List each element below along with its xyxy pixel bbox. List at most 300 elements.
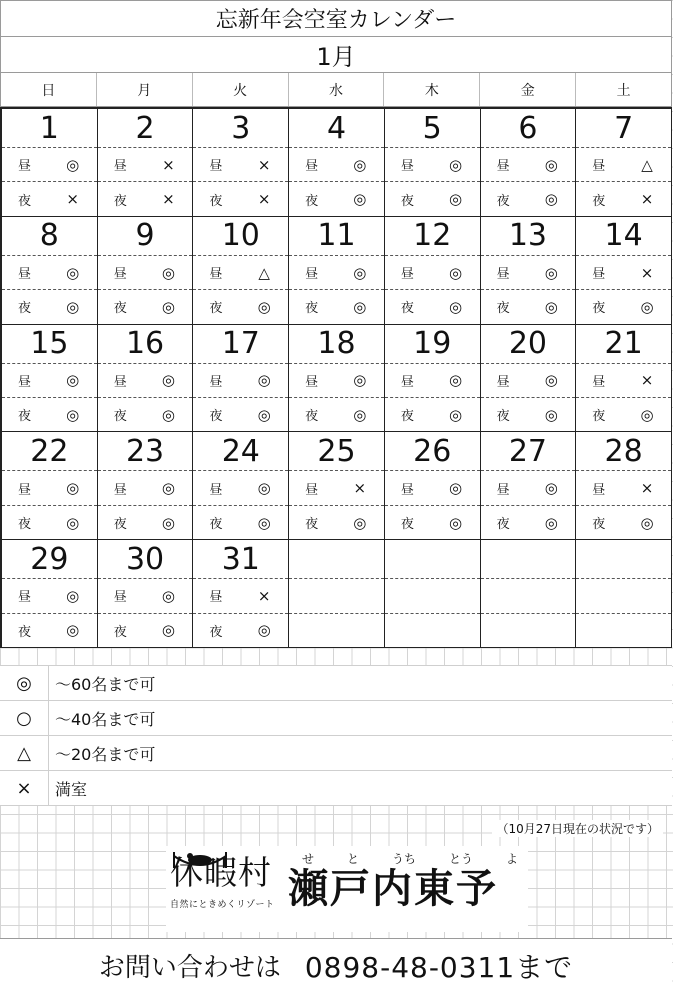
slot-label: 夜 <box>113 193 127 209</box>
slot-label: 昼 <box>209 159 223 175</box>
brand-subtitle: 自然にときめくリゾート <box>170 900 275 910</box>
slot-label: 昼 <box>592 374 606 390</box>
availability-mark: ◎ <box>544 479 558 498</box>
brand-kanji: 休暇村 <box>170 853 272 892</box>
time-slot-day <box>193 256 288 289</box>
slot-label: 昼 <box>592 267 606 282</box>
calendar-day-cell <box>98 540 194 648</box>
availability-mark: × <box>257 155 271 174</box>
slot-label: 夜 <box>400 517 414 532</box>
slot-label: 昼 <box>496 159 510 175</box>
time-slot-day <box>289 364 384 397</box>
availability-mark: ◎ <box>161 586 175 605</box>
legend <box>0 666 672 806</box>
slot-label: 夜 <box>209 517 223 532</box>
availability-mark: ◎ <box>161 405 175 424</box>
slot-label: 昼 <box>18 159 32 175</box>
day-number: 31 <box>193 540 288 579</box>
slot-label: 昼 <box>18 374 32 390</box>
calendar-day-cell <box>2 540 98 648</box>
legend-row <box>0 700 672 736</box>
time-slot-night <box>385 613 480 647</box>
day-number: 8 <box>2 217 97 256</box>
availability-mark: ◎ <box>449 297 463 316</box>
brand-right <box>288 850 528 911</box>
time-slot-day <box>193 471 288 504</box>
slot-label: 夜 <box>305 193 319 209</box>
time-slot-day <box>385 148 480 181</box>
calendar-day-cell <box>193 217 289 325</box>
legend-symbol: ○ <box>0 701 49 735</box>
calendar-day-cell <box>2 217 98 325</box>
slot-label: 昼 <box>400 374 414 390</box>
slot-label: 夜 <box>496 517 510 532</box>
day-number <box>576 540 671 579</box>
availability-mark: ◎ <box>257 513 271 532</box>
time-slot-day <box>98 148 193 181</box>
slot-label: 夜 <box>496 301 510 317</box>
status-note: （10月27日現在の状況です） <box>492 820 663 837</box>
availability-mark: × <box>162 190 175 209</box>
time-slot-day <box>385 579 480 612</box>
availability-mark: ◎ <box>544 513 558 532</box>
slot-label: 昼 <box>113 374 127 390</box>
time-slot-day <box>193 364 288 397</box>
day-number: 21 <box>576 325 671 364</box>
availability-mark: ◎ <box>353 190 367 209</box>
time-slot-night <box>289 397 384 431</box>
calendar-grid <box>0 107 672 648</box>
availability-mark: ◎ <box>353 371 367 390</box>
legend-symbol: × <box>0 771 49 805</box>
day-number: 22 <box>2 432 97 471</box>
day-number: 12 <box>385 217 480 256</box>
slot-label: 夜 <box>113 409 127 425</box>
ruby-text: うち <box>391 852 416 866</box>
time-slot-night <box>289 613 384 647</box>
slot-label: 夜 <box>18 193 32 209</box>
availability-mark: △ <box>641 155 653 174</box>
time-slot-day <box>2 256 97 289</box>
time-slot-day <box>576 364 671 397</box>
availability-mark: ◎ <box>640 513 654 532</box>
slot-label: 夜 <box>113 624 127 640</box>
calendar-day-cell <box>289 217 385 325</box>
slot-label: 夜 <box>592 193 606 209</box>
day-number: 26 <box>385 432 480 471</box>
ruby-text: よ <box>505 852 518 866</box>
slot-label: 昼 <box>113 482 127 498</box>
day-number: 29 <box>2 540 97 579</box>
calendar-day-cell <box>193 540 289 648</box>
slot-label: 昼 <box>18 590 32 606</box>
time-slot-night <box>193 505 288 539</box>
time-slot-day <box>98 579 193 612</box>
contact-footer <box>0 938 672 992</box>
availability-mark: ◎ <box>640 405 654 424</box>
availability-mark: ◎ <box>449 263 463 282</box>
day-number: 20 <box>481 325 576 364</box>
weekday-fri: 金 <box>479 73 575 106</box>
day-number: 27 <box>481 432 576 471</box>
availability-mark: △ <box>258 263 270 282</box>
weekday-tue: 火 <box>192 73 288 106</box>
slot-label: 夜 <box>209 301 223 317</box>
page-title: 忘新年会空室カレンダー <box>0 0 672 37</box>
time-slot-day <box>98 471 193 504</box>
availability-mark: × <box>640 371 654 390</box>
slot-label: 昼 <box>209 374 223 390</box>
availability-mark: ◎ <box>449 479 463 498</box>
legend-symbol: ◎ <box>0 666 49 700</box>
calendar-day-cell <box>2 432 98 540</box>
time-slot-night <box>98 505 193 539</box>
availability-mark: ◎ <box>544 371 558 390</box>
calendar-day-cell <box>2 109 98 217</box>
calendar-day-cell <box>481 217 577 325</box>
time-slot-night <box>98 181 193 215</box>
time-slot-day <box>289 579 384 612</box>
time-slot-night <box>2 505 97 539</box>
time-slot-night <box>576 289 671 323</box>
availability-mark: ◎ <box>353 405 367 424</box>
calendar-day-cell <box>481 109 577 217</box>
day-number: 6 <box>481 109 576 148</box>
slot-label: 昼 <box>592 159 606 175</box>
calendar-day-cell <box>289 325 385 433</box>
brand-left <box>170 853 282 910</box>
availability-mark: ◎ <box>257 405 271 424</box>
calendar-day-cell <box>98 432 194 540</box>
time-slot-day <box>385 364 480 397</box>
availability-mark: ◎ <box>66 371 80 390</box>
availability-mark: ◎ <box>66 155 80 174</box>
slot-label: 昼 <box>209 482 223 498</box>
time-slot-night <box>289 505 384 539</box>
calendar-day-cell <box>289 109 385 217</box>
ruby-text: せ <box>302 852 315 866</box>
slot-label: 昼 <box>113 590 127 606</box>
day-number: 14 <box>576 217 671 256</box>
availability-mark: ◎ <box>66 263 80 282</box>
time-slot-day <box>2 579 97 612</box>
calendar-day-cell <box>2 325 98 433</box>
availability-mark: × <box>640 479 654 498</box>
availability-mark: ◎ <box>66 513 80 532</box>
slot-label: 昼 <box>305 374 319 390</box>
slot-label: 夜 <box>209 409 223 425</box>
time-slot-day <box>481 256 576 289</box>
availability-mark: ◎ <box>161 513 175 532</box>
slot-label: 夜 <box>18 624 32 640</box>
day-number: 19 <box>385 325 480 364</box>
availability-mark: ◎ <box>449 405 463 424</box>
availability-mark: ◎ <box>353 297 367 316</box>
time-slot-night <box>576 505 671 539</box>
time-slot-night <box>481 181 576 215</box>
day-number: 13 <box>481 217 576 256</box>
contact-label: お問い合わせは <box>98 953 281 983</box>
time-slot-night <box>2 397 97 431</box>
day-number: 30 <box>98 540 193 579</box>
availability-mark: × <box>640 190 654 209</box>
time-slot-day <box>576 148 671 181</box>
slot-label: 昼 <box>113 159 127 175</box>
weekday-mon: 月 <box>96 73 192 106</box>
slot-label: 昼 <box>592 482 606 498</box>
availability-mark: ◎ <box>449 190 463 209</box>
time-slot-day <box>289 256 384 289</box>
day-number <box>481 540 576 579</box>
time-slot-day <box>481 471 576 504</box>
weekday-header <box>0 72 672 107</box>
availability-mark: ◎ <box>449 371 463 390</box>
day-number: 16 <box>98 325 193 364</box>
contact-phone-link[interactable]: 0898-48-0311まで <box>304 950 574 984</box>
time-slot-day <box>289 148 384 181</box>
availability-mark: ◎ <box>66 405 80 424</box>
day-number: 2 <box>98 109 193 148</box>
availability-mark: × <box>66 190 79 209</box>
time-slot-night <box>2 289 97 323</box>
availability-mark: ◎ <box>544 297 558 316</box>
brand-name: 瀬戸内東予 <box>288 865 498 912</box>
availability-mark: ◎ <box>257 297 271 316</box>
weekday-sun: 日 <box>41 82 56 99</box>
slot-label: 昼 <box>496 374 510 390</box>
availability-mark: ◎ <box>544 263 558 282</box>
availability-mark: ◎ <box>161 297 175 316</box>
slot-label: 夜 <box>209 193 223 209</box>
slot-label: 夜 <box>209 624 223 640</box>
availability-mark: ◎ <box>353 155 367 174</box>
availability-mark: ◎ <box>544 190 558 209</box>
time-slot-night <box>385 397 480 431</box>
time-slot-day <box>576 256 671 289</box>
availability-mark: ◎ <box>544 405 558 424</box>
slot-label: 夜 <box>18 301 32 317</box>
day-number: 10 <box>193 217 288 256</box>
availability-mark: × <box>353 479 367 498</box>
availability-mark: ◎ <box>161 621 175 640</box>
calendar-day-cell <box>289 540 385 648</box>
time-slot-night <box>385 505 480 539</box>
time-slot-day <box>193 579 288 612</box>
calendar-day-cell <box>385 217 481 325</box>
slot-label: 夜 <box>305 517 319 532</box>
time-slot-day <box>2 471 97 504</box>
time-slot-night <box>481 289 576 323</box>
time-slot-night <box>98 397 193 431</box>
availability-mark: ◎ <box>66 586 80 605</box>
slot-label: 昼 <box>400 482 414 498</box>
time-slot-night <box>289 181 384 215</box>
time-slot-day <box>481 579 576 612</box>
day-number <box>289 540 384 579</box>
time-slot-night <box>481 397 576 431</box>
availability-mark: × <box>162 155 175 174</box>
slot-label: 夜 <box>592 517 606 532</box>
time-slot-day <box>576 579 671 612</box>
calendar-day-cell <box>193 325 289 433</box>
legend-text: 満室 <box>55 779 88 799</box>
time-slot-night <box>2 181 97 215</box>
time-slot-day <box>576 471 671 504</box>
slot-label: 夜 <box>305 409 319 425</box>
month-label: 1月 <box>0 36 672 73</box>
time-slot-night <box>2 613 97 647</box>
slot-label: 昼 <box>305 159 319 175</box>
day-number: 18 <box>289 325 384 364</box>
calendar-day-cell <box>576 325 672 433</box>
slot-label: 昼 <box>400 159 414 175</box>
slot-label: 夜 <box>592 301 606 317</box>
legend-text: ～60名まで可 <box>55 674 156 694</box>
day-number: 17 <box>193 325 288 364</box>
time-slot-night <box>289 289 384 323</box>
calendar-day-cell <box>98 217 194 325</box>
time-slot-night <box>193 289 288 323</box>
day-number: 28 <box>576 432 671 471</box>
slot-label: 夜 <box>18 409 32 425</box>
time-slot-day <box>98 256 193 289</box>
slot-label: 夜 <box>18 517 32 532</box>
slot-label: 夜 <box>113 301 127 317</box>
slot-label: 夜 <box>400 409 414 425</box>
slot-label: 昼 <box>113 267 127 282</box>
slot-label: 夜 <box>592 409 606 425</box>
time-slot-night <box>193 613 288 647</box>
calendar-day-cell <box>481 325 577 433</box>
time-slot-night <box>98 289 193 323</box>
time-slot-day <box>2 148 97 181</box>
day-number: 5 <box>385 109 480 148</box>
time-slot-night <box>481 613 576 647</box>
calendar-day-cell <box>576 217 672 325</box>
day-number: 3 <box>193 109 288 148</box>
availability-mark: ◎ <box>353 513 367 532</box>
calendar-day-cell <box>385 109 481 217</box>
weekday-thu: 木 <box>383 73 479 106</box>
slot-label: 昼 <box>400 267 414 282</box>
availability-mark: ◎ <box>257 479 271 498</box>
time-slot-night <box>576 613 671 647</box>
time-slot-day <box>289 471 384 504</box>
calendar-day-cell <box>385 540 481 648</box>
slot-label: 夜 <box>496 193 510 209</box>
slot-label: 昼 <box>305 482 319 498</box>
calendar-day-cell <box>98 325 194 433</box>
slot-label: 昼 <box>209 267 223 282</box>
slot-label: 昼 <box>209 590 223 606</box>
calendar-day-cell <box>193 432 289 540</box>
time-slot-night <box>576 181 671 215</box>
day-number: 9 <box>98 217 193 256</box>
time-slot-day <box>385 256 480 289</box>
availability-mark: × <box>257 586 271 605</box>
time-slot-day <box>481 364 576 397</box>
day-number: 23 <box>98 432 193 471</box>
calendar-day-cell <box>576 109 672 217</box>
slot-label: 夜 <box>305 301 319 317</box>
availability-mark: ◎ <box>449 513 463 532</box>
time-slot-night <box>193 181 288 215</box>
brand-logo <box>166 846 528 932</box>
day-number: 1 <box>2 109 97 148</box>
legend-text: ～20名まで可 <box>55 744 156 764</box>
availability-mark: ◎ <box>257 371 271 390</box>
calendar-day-cell <box>193 109 289 217</box>
time-slot-night <box>385 181 480 215</box>
calendar-day-cell <box>289 432 385 540</box>
calendar-day-cell <box>481 540 577 648</box>
legend-symbol: △ <box>0 736 49 770</box>
availability-mark: ◎ <box>66 479 80 498</box>
slot-label: 昼 <box>305 267 319 282</box>
day-number: 7 <box>576 109 671 148</box>
availability-mark: ◎ <box>353 263 367 282</box>
time-slot-day <box>98 364 193 397</box>
calendar-day-cell <box>385 432 481 540</box>
legend-row <box>0 665 672 701</box>
time-slot-night <box>385 289 480 323</box>
calendar-day-cell <box>481 432 577 540</box>
weekday-wed: 水 <box>288 73 384 106</box>
ruby-text: と <box>346 852 359 866</box>
availability-mark: ◎ <box>544 155 558 174</box>
ruby-text: とう <box>448 852 473 866</box>
calendar-day-cell <box>576 540 672 648</box>
time-slot-night <box>481 505 576 539</box>
day-number: 25 <box>289 432 384 471</box>
slot-label: 夜 <box>113 517 127 532</box>
day-number: 11 <box>289 217 384 256</box>
calendar-day-cell <box>385 325 481 433</box>
time-slot-night <box>98 613 193 647</box>
availability-mark: ◎ <box>449 155 463 174</box>
slot-label: 夜 <box>400 193 414 209</box>
slot-label: 夜 <box>400 301 414 317</box>
availability-mark: ◎ <box>640 297 654 316</box>
time-slot-day <box>481 148 576 181</box>
slot-label: 昼 <box>496 482 510 498</box>
weekday-sat: 土 <box>575 73 671 106</box>
legend-row <box>0 735 672 771</box>
slot-label: 夜 <box>496 409 510 425</box>
legend-text: ～40名まで可 <box>55 709 156 729</box>
time-slot-day <box>2 364 97 397</box>
time-slot-night <box>193 397 288 431</box>
availability-mark: ◎ <box>66 297 80 316</box>
availability-mark: ◎ <box>161 371 175 390</box>
availability-mark: ◎ <box>257 621 271 640</box>
availability-mark: ◎ <box>161 479 175 498</box>
day-number: 24 <box>193 432 288 471</box>
calendar-day-cell <box>576 432 672 540</box>
time-slot-day <box>193 148 288 181</box>
availability-mark: ◎ <box>66 621 80 640</box>
slot-label: 昼 <box>496 267 510 282</box>
day-number: 15 <box>2 325 97 364</box>
availability-mark: × <box>640 263 654 282</box>
calendar-day-cell <box>98 109 194 217</box>
time-slot-day <box>385 471 480 504</box>
availability-mark: × <box>257 190 271 209</box>
slot-label: 昼 <box>18 482 32 498</box>
day-number <box>385 540 480 579</box>
day-number: 4 <box>289 109 384 148</box>
slot-label: 昼 <box>18 267 32 282</box>
